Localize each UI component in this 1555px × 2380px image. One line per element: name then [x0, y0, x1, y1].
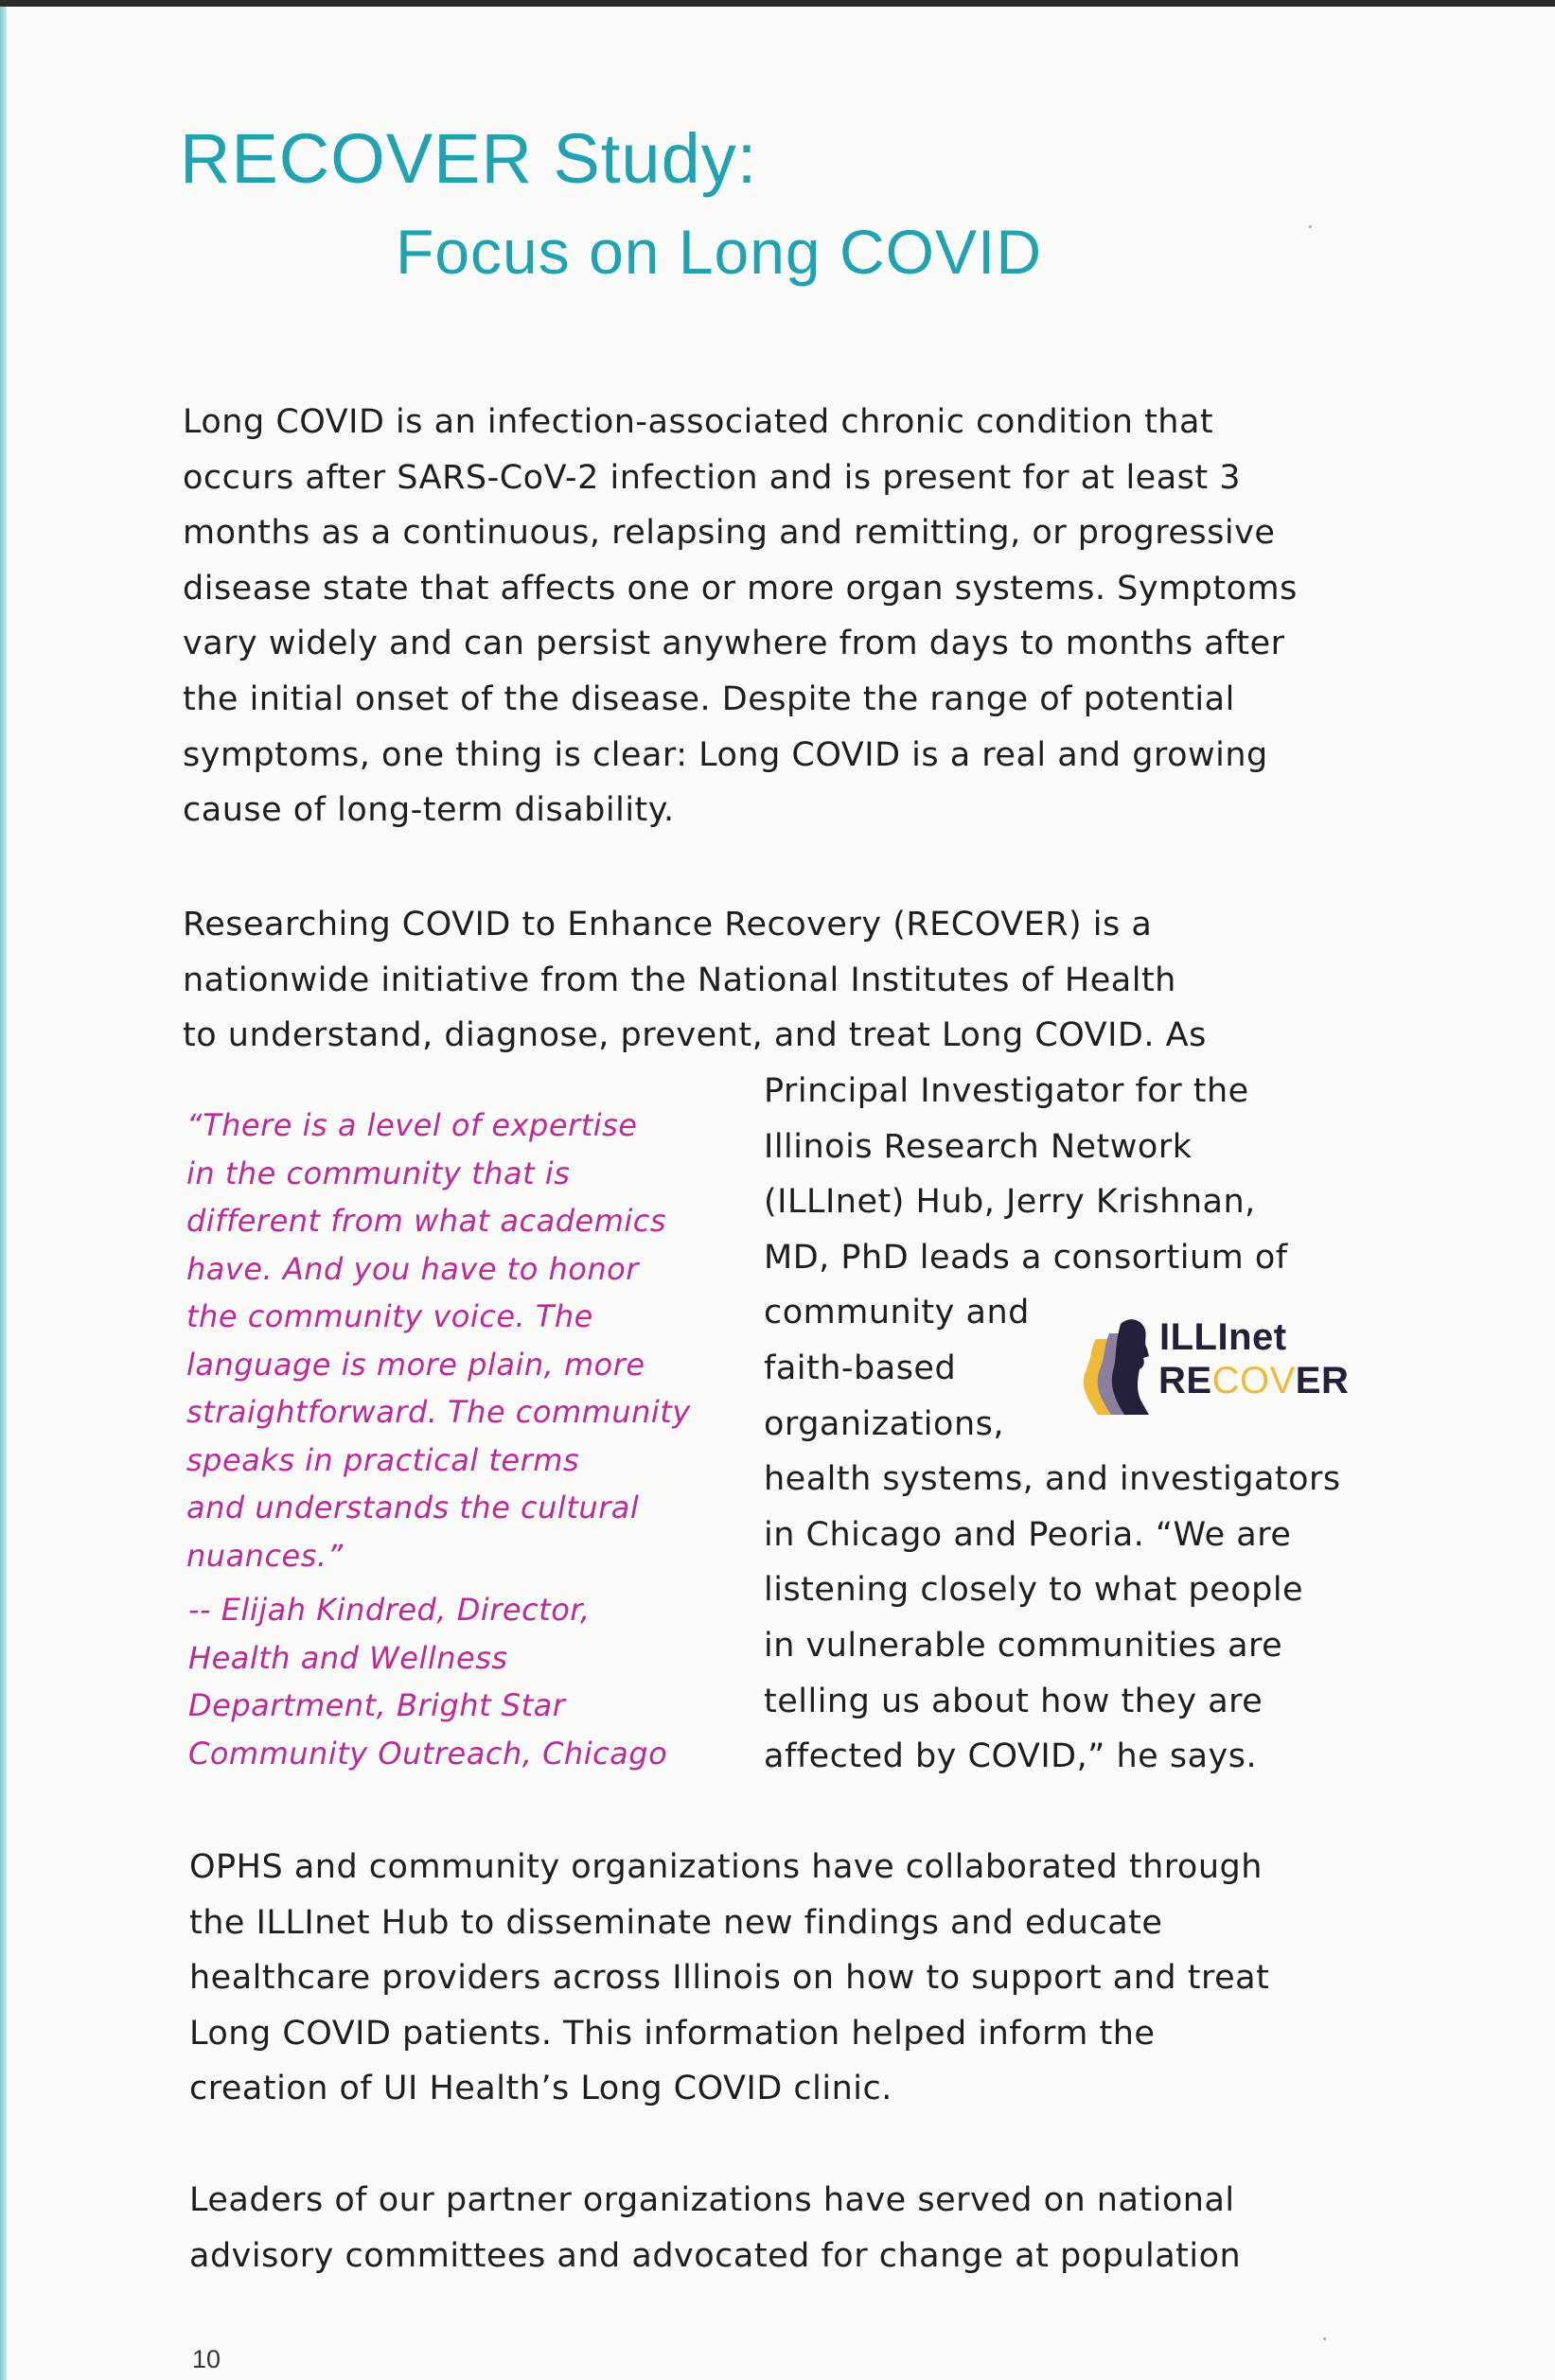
quote-line: nuances.” — [186, 1537, 344, 1574]
text-line: (ILLInet) Hub, Jerry Krishnan, — [764, 1183, 1256, 1222]
text-line: OPHS and community organizations have collaborated through — [189, 1848, 1263, 1886]
quote-line: speaks in practical terms — [186, 1441, 580, 1478]
logo-text-part: RE — [1158, 1360, 1212, 1402]
page-title: RECOVER Study: — [180, 119, 758, 198]
text-line: advisory committees and advocated for change at population — [189, 2236, 1242, 2275]
text-line: healthcare providers across Illinois on how to support and treat — [189, 1959, 1270, 1998]
text-line: vary widely and can persist anywhere from days to months after — [183, 625, 1285, 663]
text-line: Leaders of our partner organizations have served on national — [189, 2181, 1235, 2219]
pull-quote — [186, 1102, 691, 1579]
attribution-line: Health and Wellness — [188, 1639, 508, 1676]
text-line: telling us about how they are — [764, 1682, 1263, 1720]
text-line: months as a continuous, relapsing and remitting, or progressive — [183, 514, 1276, 553]
scan-speck — [1323, 2337, 1326, 2340]
attribution-line: Community Outreach, Chicago — [188, 1735, 668, 1772]
text-line: Illinois Research Network — [764, 1127, 1193, 1166]
intro-paragraph — [183, 395, 1298, 838]
text-line: community and — [764, 1294, 1030, 1332]
page-number: 10 — [192, 2345, 221, 2373]
quote-attribution — [188, 1586, 667, 1777]
quote-line: language is more plain, more — [186, 1346, 645, 1383]
leaders-paragraph — [189, 2173, 1241, 2283]
text-line: disease state that affects one or more organ systems. Symptoms — [183, 569, 1298, 608]
quote-line: the community voice. The — [186, 1298, 593, 1334]
text-line: the initial onset of the disease. Despite the range of potential — [183, 679, 1235, 718]
text-line: in vulnerable communities are — [764, 1626, 1283, 1665]
text-line: to understand, diagnose, prevent, and treat Long COVID. As — [183, 1016, 1207, 1055]
text-line: faith-based — [764, 1349, 957, 1387]
text-line: Researching COVID to Enhance Recovery (RECOVER) is a — [183, 906, 1153, 943]
logo-text-part: ER — [1295, 1360, 1350, 1402]
text-line: Principal Investigator for the — [764, 1072, 1249, 1110]
quote-line: and understands the cultural — [186, 1490, 640, 1525]
text-line: the ILLInet Hub to disseminate new findings and educate — [189, 1903, 1163, 1942]
text-line: health systems, and investigators — [764, 1460, 1341, 1499]
recover-paragraph — [183, 897, 1207, 1064]
text-line: nationwide initiative from the National Institutes of Health — [183, 961, 1176, 999]
quote-line: “There is a level of expertise — [186, 1107, 638, 1143]
head-profiles-icon — [1069, 1311, 1155, 1424]
quote-line: straightforward. The community — [186, 1394, 691, 1430]
illinet-recover-logo — [1069, 1311, 1353, 1424]
page-edge — [0, 7, 7, 2380]
page-subtitle: Focus on Long COVID — [396, 217, 1042, 287]
attribution-line: Department, Bright Star — [188, 1687, 566, 1723]
logo-text-illinet: ILLInet — [1159, 1316, 1287, 1358]
quote-line: different from what academics — [186, 1203, 667, 1239]
top-border — [0, 0, 1555, 7]
text-line: cause of long-term disability. — [183, 791, 675, 830]
text-line: occurs after SARS-CoV-2 infection and is present for at least 3 — [183, 458, 1242, 497]
text-line: organizations, — [764, 1404, 1004, 1443]
text-line: Long COVID is an infection-associated chronic condition that — [183, 403, 1214, 441]
scan-speck — [1309, 225, 1312, 228]
ophs-paragraph — [189, 1840, 1269, 2117]
text-line: affected by COVID,” he says. — [764, 1737, 1258, 1776]
text-line: listening closely to what people — [764, 1571, 1304, 1610]
quote-line: in the community that is — [186, 1155, 571, 1191]
text-line: MD, PhD leads a consortium of — [764, 1238, 1288, 1277]
logo-text-part: V — [1269, 1360, 1296, 1402]
logo-text-recover — [1158, 1360, 1349, 1402]
quote-line: have. And you have to honor — [186, 1250, 639, 1287]
text-line: Long COVID patients. This information helped inform the — [189, 2014, 1156, 2053]
attribution-line: -- Elijah Kindred, Director, — [188, 1592, 591, 1628]
logo-text-part: CO — [1211, 1360, 1270, 1402]
text-line: creation of UI Health’s Long COVID clinic. — [189, 2070, 892, 2108]
text-line: in Chicago and Peoria. “We are — [764, 1515, 1292, 1554]
text-line: symptoms, one thing is clear: Long COVID is a real and growing — [183, 735, 1268, 774]
